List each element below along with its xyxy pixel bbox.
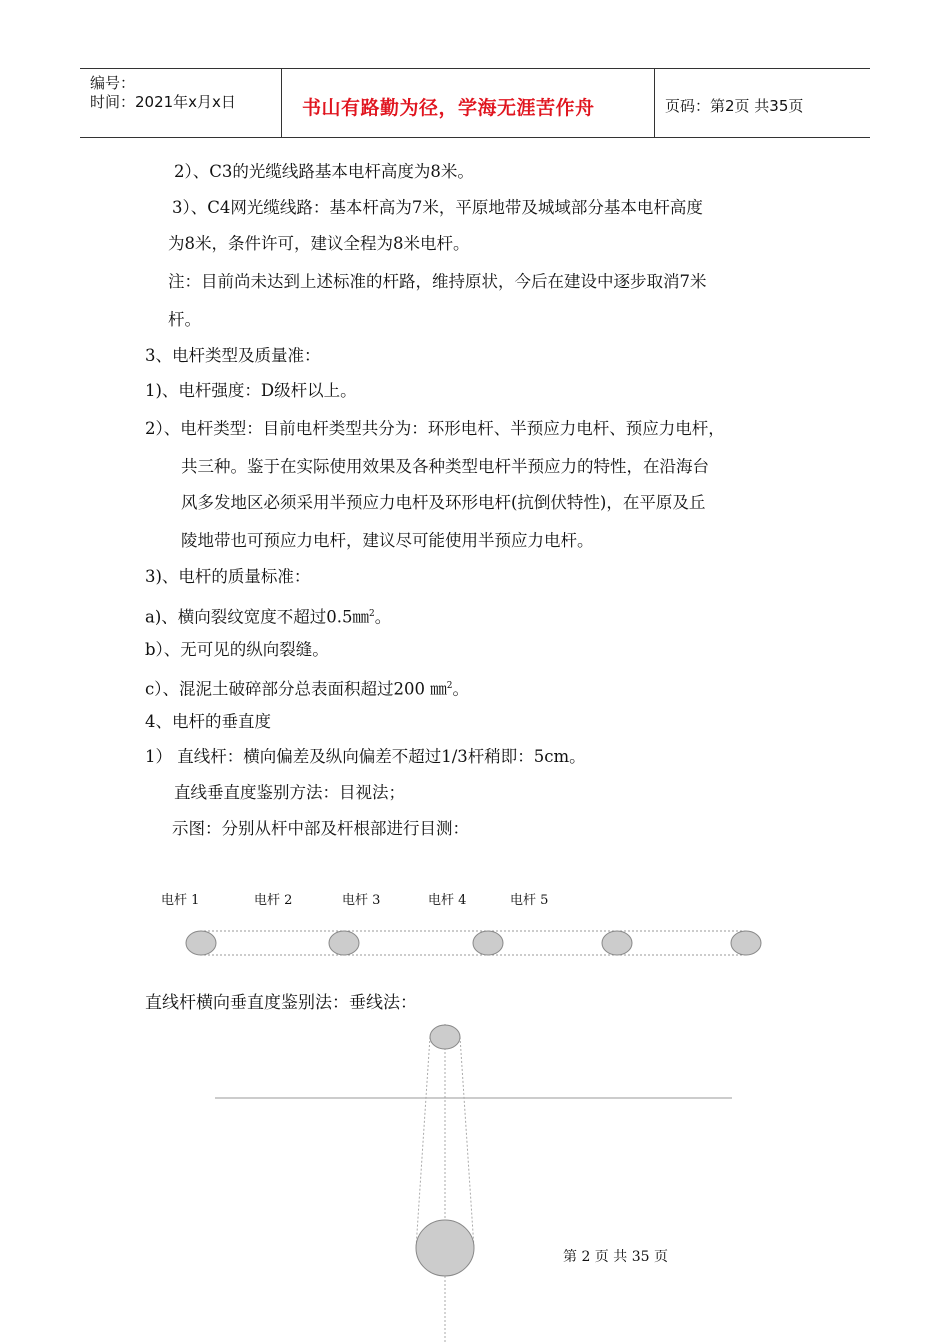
body-line: 3）、C4网光缆线路：基本杆高为7米，平原地带及城域部分基本电杆高度 [172, 198, 703, 217]
pole-label: 电杆 1 [161, 893, 200, 908]
body-line: 为8米，条件许可，建议全程为8米电杆。 [168, 234, 470, 253]
pole-row-diagram [186, 931, 761, 955]
pole-label: 电杆 3 [342, 893, 381, 908]
plumb-method-title: 直线杆横向垂直度鉴别法：垂线法： [145, 993, 417, 1013]
body-line: 1） 直线杆：横向偏差及纵向偏差不超过1/3杆稍即：5cm。 [145, 747, 586, 766]
pole-circle [329, 931, 359, 955]
page-info: 页码：第2页 共35页 [665, 97, 804, 115]
body-line: 陵地带也可预应力电杆，建议尽可能使用半预应力电杆。 [181, 531, 594, 550]
pole-circle [186, 931, 216, 955]
pole-circle [602, 931, 632, 955]
pole-label: 电杆 2 [254, 893, 293, 908]
document-time: 时间：2021年x月x日 [90, 93, 236, 111]
section-heading: 4、电杆的垂直度 [145, 712, 271, 731]
body-line: 直线垂直度鉴别方法：目视法； [174, 783, 405, 802]
pole-top-circle [430, 1025, 460, 1049]
pole-circle [731, 931, 761, 955]
header-motto: 书山有路勤为径，学海无涯苦作舟 [302, 97, 595, 119]
pole-label: 电杆 5 [510, 893, 549, 908]
pole-outline-left [416, 1037, 430, 1248]
body-line: 示图：分别从杆中部及杆根部进行目测： [172, 819, 469, 838]
body-line: 风多发地区必须采用半预应力电杆及环形电杆(抗倒伏特性)，在平原及丘 [181, 493, 706, 512]
quality-item-a: a)、横向裂纹宽度不超过0.5㎜$^2$。 [145, 607, 392, 627]
body-line: 杆。 [168, 310, 201, 329]
plumb-line-diagram [215, 1024, 732, 1344]
section-heading: 3、电杆类型及质量准： [145, 346, 321, 365]
document-number: 编号： [90, 74, 136, 92]
quality-item-b: b）、无可见的纵向裂缝。 [145, 640, 329, 659]
pole-base-circle [416, 1220, 474, 1276]
pole-outline-right [460, 1037, 474, 1248]
pole-label: 电杆 4 [428, 893, 467, 908]
pole-circle [473, 931, 503, 955]
body-line: 2）、C3的光缆线路基本电杆高度为8米。 [174, 162, 474, 181]
page-footer: 第 2 页 共 35 页 [563, 1249, 668, 1265]
body-line: 3)、电杆的质量标准： [145, 567, 311, 586]
body-line: 1)、电杆强度：D级杆以上。 [145, 381, 357, 400]
quality-item-c: c）、混泥土破碎部分总表面积超过200 ㎜$^2$。 [145, 679, 469, 699]
body-line: 注：目前尚未达到上述标准的杆路，维持原状，今后在建设中逐步取消7米 [168, 272, 707, 291]
body-line: 2）、电杆类型：目前电杆类型共分为：环形电杆、半预应力电杆、预应力电杆， [145, 419, 725, 438]
body-line: 共三种。鉴于在实际使用效果及各种类型电杆半预应力的特性，在沿海台 [181, 457, 709, 476]
